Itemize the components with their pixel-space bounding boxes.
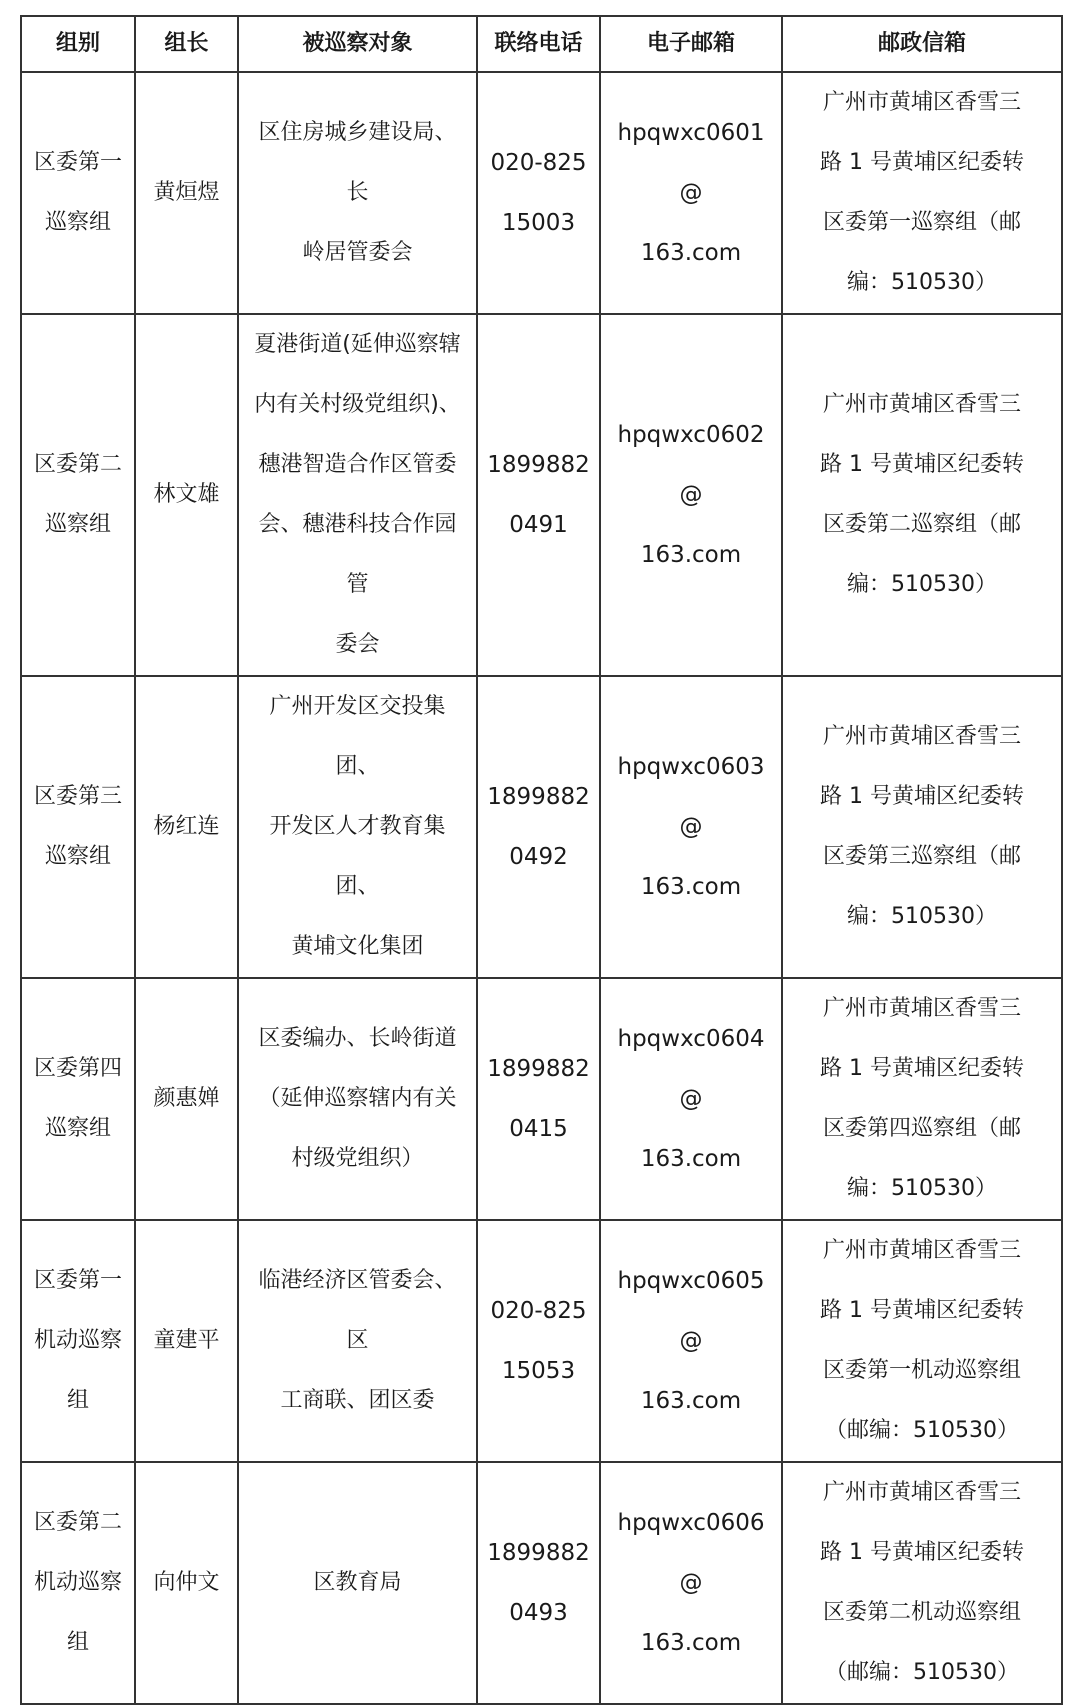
table-row	[21, 314, 1062, 676]
email-line: hpqwxc0604@	[617, 1026, 765, 1112]
group-cell	[21, 314, 135, 676]
targets-cell	[238, 978, 477, 1220]
email-cell	[600, 72, 782, 314]
email-line: 163.com	[640, 1388, 742, 1414]
email-line: 163.com	[640, 1630, 742, 1656]
group-line: 区委第三	[33, 784, 122, 809]
postal-line: 广州市黄埔区香雪三	[822, 724, 1021, 749]
postal-cell	[782, 314, 1062, 676]
phone-line: 15003	[501, 210, 576, 236]
header-phone: 联络电话	[477, 16, 600, 72]
postal-line: 路 1 号黄埔区纪委转	[820, 1056, 1024, 1081]
table-row	[21, 1220, 1062, 1462]
group-line: 巡察组	[44, 844, 111, 869]
table-header-row	[21, 16, 1062, 72]
postal-line: 路 1 号黄埔区纪委转	[820, 1540, 1024, 1565]
postal-line: 区委第四巡察组（邮	[822, 1116, 1021, 1141]
postal-cell	[782, 1462, 1062, 1704]
email-cell	[600, 314, 782, 676]
header-group: 组别	[21, 16, 135, 72]
targets-line: 内有关村级党组织)、	[254, 392, 461, 417]
phone-line: 0492	[509, 844, 568, 870]
targets-cell	[238, 1220, 477, 1462]
phone-line: 1899882	[487, 1540, 590, 1566]
postal-line: 广州市黄埔区香雪三	[822, 392, 1021, 417]
postal-line: 编：510530）	[847, 1176, 997, 1201]
table-row	[21, 1462, 1062, 1704]
postal-line: 区委第三巡察组（邮	[822, 844, 1021, 869]
targets-line: 夏港街道(延伸巡察辖	[254, 332, 461, 357]
phone-cell	[477, 1220, 600, 1462]
leader-cell: 童建平	[135, 1220, 238, 1462]
group-cell	[21, 1462, 135, 1704]
postal-line: 路 1 号黄埔区纪委转	[820, 1298, 1024, 1323]
targets-line: 岭居管委会	[302, 240, 413, 265]
email-line: hpqwxc0605@	[617, 1268, 765, 1354]
targets-line: 区委编办、长岭街道	[258, 1026, 457, 1051]
leader-cell: 林文雄	[135, 314, 238, 676]
targets-line: 委会	[335, 632, 380, 657]
email-line: hpqwxc0603@	[617, 754, 765, 840]
table-row	[21, 978, 1062, 1220]
phone-line: 020-825	[490, 150, 587, 176]
email-cell	[600, 1220, 782, 1462]
postal-line: 路 1 号黄埔区纪委转	[820, 452, 1024, 477]
group-cell	[21, 72, 135, 314]
leader-cell: 向仲文	[135, 1462, 238, 1704]
email-cell	[600, 978, 782, 1220]
group-line: 区委第一	[33, 1268, 122, 1293]
email-line: hpqwxc0601@	[617, 120, 765, 206]
targets-line: 临港经济区管委会、区	[258, 1268, 457, 1353]
targets-cell	[238, 1462, 477, 1704]
postal-line: 广州市黄埔区香雪三	[822, 90, 1021, 115]
postal-line: 路 1 号黄埔区纪委转	[820, 784, 1024, 809]
postal-line: 广州市黄埔区香雪三	[822, 1480, 1021, 1505]
email-cell	[600, 1462, 782, 1704]
leader-cell: 黄烜煜	[135, 72, 238, 314]
targets-cell	[238, 314, 477, 676]
header-email: 电子邮箱	[600, 16, 782, 72]
phone-line: 020-825	[490, 1298, 587, 1324]
targets-line: （延伸巡察辖内有关	[258, 1086, 457, 1111]
group-line: 区委第一	[33, 150, 122, 175]
phone-cell	[477, 314, 600, 676]
email-line: 163.com	[640, 874, 742, 900]
targets-cell	[238, 676, 477, 978]
postal-line: 区委第一巡察组（邮	[822, 210, 1021, 235]
header-leader: 组长	[135, 16, 238, 72]
group-line: 机动巡察	[33, 1328, 122, 1353]
table-row	[21, 72, 1062, 314]
targets-line: 黄埔文化集团	[291, 934, 424, 959]
postal-line: 区委第二巡察组（邮	[822, 512, 1021, 537]
targets-line: 广州开发区交投集团、	[269, 694, 446, 779]
group-line: 组	[66, 1388, 89, 1413]
email-line: hpqwxc0602@	[617, 422, 765, 508]
targets-cell	[238, 72, 477, 314]
postal-line: 区委第二机动巡察组	[822, 1600, 1021, 1625]
targets-line: 区住房城乡建设局、长	[258, 120, 457, 205]
phone-cell	[477, 676, 600, 978]
postal-line: 广州市黄埔区香雪三	[822, 996, 1021, 1021]
targets-line: 穗港智造合作区管委	[258, 452, 457, 477]
email-line: hpqwxc0606@	[617, 1510, 765, 1596]
email-cell	[600, 676, 782, 978]
postal-cell	[782, 72, 1062, 314]
phone-cell	[477, 978, 600, 1220]
postal-line: 编：510530）	[847, 572, 997, 597]
targets-line: 开发区人才教育集团、	[269, 814, 446, 899]
group-line: 区委第二	[33, 1510, 122, 1535]
leader-cell: 颜惠婵	[135, 978, 238, 1220]
postal-line: 编：510530）	[847, 270, 997, 295]
group-line: 区委第四	[33, 1056, 122, 1081]
postal-line: （邮编：510530）	[825, 1660, 1019, 1685]
phone-cell	[477, 72, 600, 314]
phone-line: 1899882	[487, 784, 590, 810]
postal-line: （邮编：510530）	[825, 1418, 1019, 1443]
group-cell	[21, 978, 135, 1220]
postal-line: 广州市黄埔区香雪三	[822, 1238, 1021, 1263]
group-line: 巡察组	[44, 512, 111, 537]
group-line: 巡察组	[44, 210, 111, 235]
header-targets: 被巡察对象	[238, 16, 477, 72]
targets-line: 村级党组织）	[291, 1146, 424, 1171]
inspection-contact-table	[20, 15, 1063, 1705]
phone-line: 0415	[509, 1116, 568, 1142]
group-cell	[21, 676, 135, 978]
email-line: 163.com	[640, 240, 742, 266]
group-line: 组	[66, 1630, 89, 1655]
table-row	[21, 676, 1062, 978]
email-line: 163.com	[640, 542, 742, 568]
table-body	[21, 72, 1062, 1704]
targets-line: 区教育局	[313, 1570, 402, 1595]
phone-line: 0491	[509, 512, 568, 538]
leader-cell: 杨红连	[135, 676, 238, 978]
postal-cell	[782, 1220, 1062, 1462]
postal-line: 编：510530）	[847, 904, 997, 929]
phone-line: 15053	[501, 1358, 576, 1384]
email-line: 163.com	[640, 1146, 742, 1172]
postal-cell	[782, 978, 1062, 1220]
phone-cell	[477, 1462, 600, 1704]
group-cell	[21, 1220, 135, 1462]
postal-line: 路 1 号黄埔区纪委转	[820, 150, 1024, 175]
group-line: 区委第二	[33, 452, 122, 477]
targets-line: 会、穗港科技合作园管	[258, 512, 457, 597]
targets-line: 工商联、团区委	[280, 1388, 435, 1413]
postal-line: 区委第一机动巡察组	[822, 1358, 1021, 1383]
phone-line: 1899882	[487, 1056, 590, 1082]
postal-cell	[782, 676, 1062, 978]
header-postal: 邮政信箱	[782, 16, 1062, 72]
phone-line: 1899882	[487, 452, 590, 478]
group-line: 巡察组	[44, 1116, 111, 1141]
group-line: 机动巡察	[33, 1570, 122, 1595]
phone-line: 0493	[509, 1600, 568, 1626]
